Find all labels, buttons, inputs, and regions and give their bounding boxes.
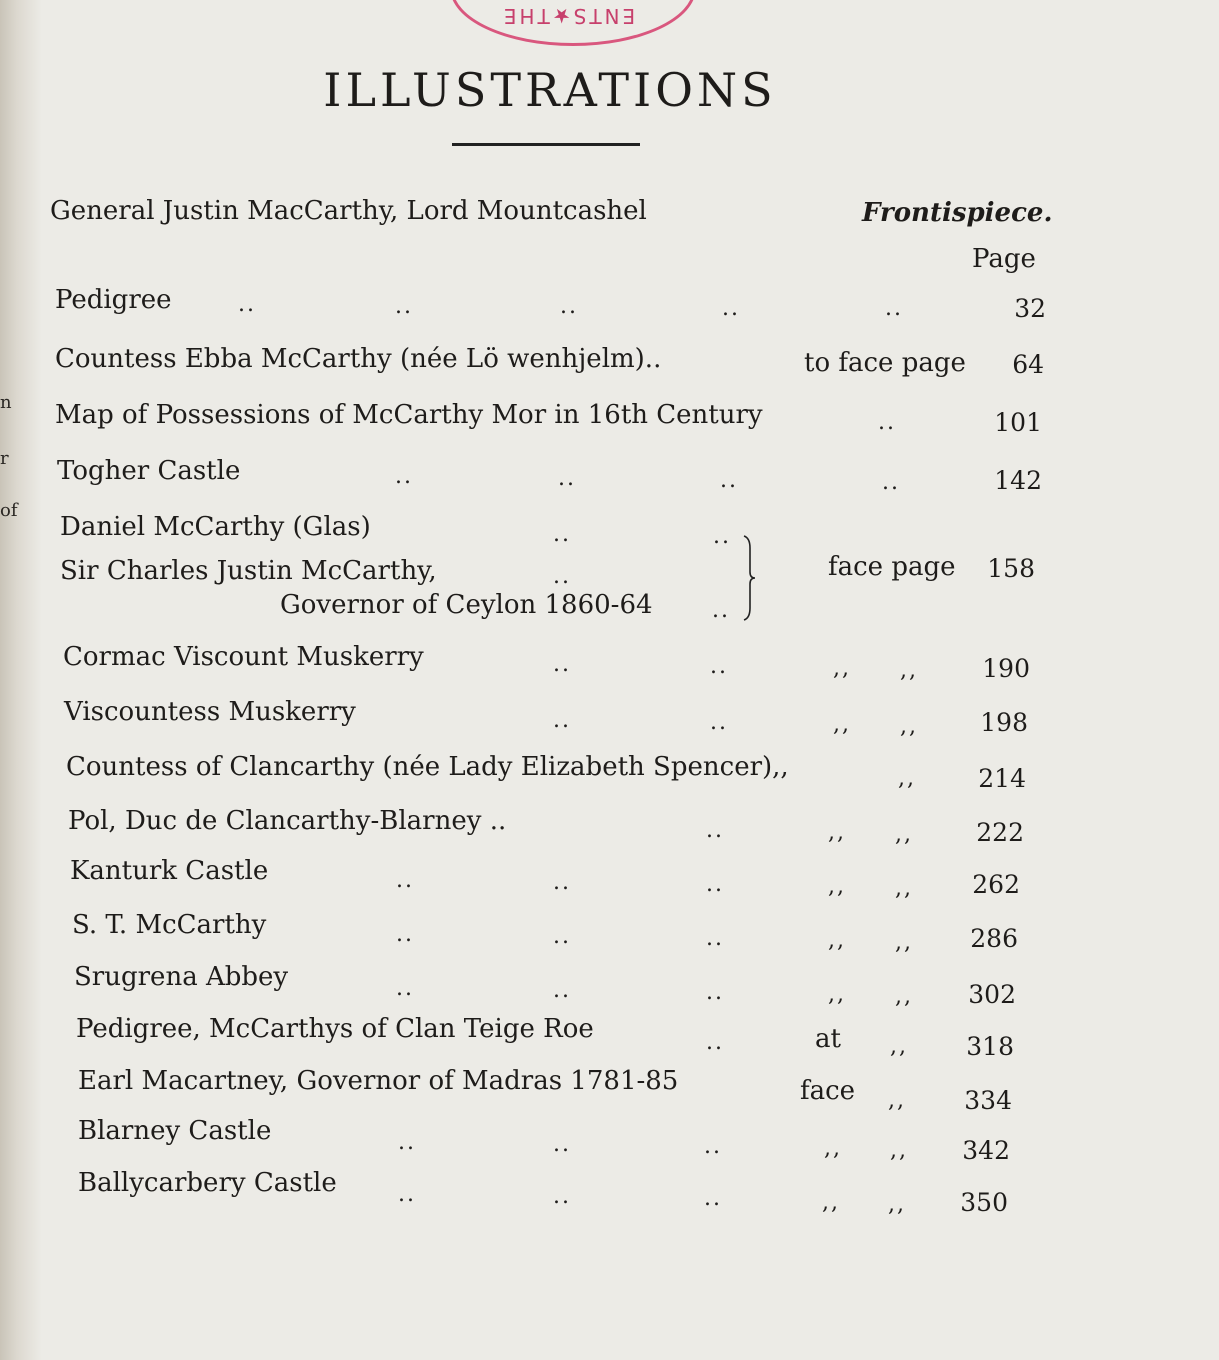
ditto-mark: ,, <box>890 1034 908 1059</box>
page-column-heading: Page <box>972 244 1036 274</box>
grouping-brace <box>742 534 756 622</box>
dot-leader: .. <box>710 654 728 679</box>
entry-note: face page <box>828 552 956 582</box>
ditto-mark: ,, <box>895 876 913 901</box>
entry-page: 214 <box>978 764 1026 793</box>
ditto-mark: ,, <box>895 822 913 847</box>
dot-leader: .. <box>560 294 578 319</box>
entry-label: Blarney Castle <box>78 1116 272 1146</box>
entry-page: 190 <box>982 654 1030 683</box>
dot-leader: .. <box>713 524 731 549</box>
entry-page: 318 <box>966 1032 1014 1061</box>
ditto-mark: ,, <box>822 1190 840 1215</box>
dot-leader: .. <box>398 1130 416 1155</box>
ditto-mark: ,, <box>828 928 846 953</box>
margin-fragment: of <box>0 500 18 521</box>
entry-label-continued: Governor of Ceylon 1860-64 <box>280 590 653 620</box>
entry-label: Sir Charles Justin McCarthy, <box>60 556 437 586</box>
dot-leader: .. <box>706 926 724 951</box>
ditto-mark: ,, <box>833 712 851 737</box>
dot-leader: .. <box>706 872 724 897</box>
dot-leader: .. <box>238 292 256 317</box>
entry-note: to face page <box>804 348 966 378</box>
margin-fragment: r <box>0 448 9 469</box>
frontispiece-label: General Justin MacCarthy, Lord Mountcashel <box>50 196 647 226</box>
entry-page: 262 <box>972 870 1020 899</box>
ditto-mark: ,, <box>824 1136 842 1161</box>
ditto-mark: ,, <box>828 982 846 1007</box>
ditto-mark: ,, <box>828 820 846 845</box>
entry-label: Srugrena Abbey <box>74 962 289 992</box>
entry-note: at <box>815 1024 841 1054</box>
ditto-mark: ,, <box>895 930 913 955</box>
dot-leader: .. <box>553 924 571 949</box>
entry-label: Earl Macartney, Governor of Madras 1781-85 <box>78 1066 679 1096</box>
dot-leader: .. <box>395 464 413 489</box>
title-rule <box>452 143 640 146</box>
dot-leader: .. <box>710 710 728 735</box>
dot-leader: .. <box>553 522 571 547</box>
entry-page: 198 <box>980 708 1028 737</box>
ditto-mark: ,, <box>890 1138 908 1163</box>
dot-leader: .. <box>396 868 414 893</box>
entry-label: Pedigree, McCarthys of Clan Teige Roe <box>76 1014 594 1044</box>
entry-page: 142 <box>994 466 1042 495</box>
entry-label: Countess of Clancarthy (née Lady Elizabeth Spencer),, <box>66 752 789 782</box>
dot-leader: .. <box>722 296 740 321</box>
dot-leader: .. <box>396 922 414 947</box>
dot-leader: .. <box>553 870 571 895</box>
ditto-mark: ,, <box>895 984 913 1009</box>
dot-leader: .. <box>553 652 571 677</box>
ditto-mark: ,, <box>900 658 918 683</box>
dot-leader: .. <box>398 1182 416 1207</box>
dot-leader: .. <box>706 1030 724 1055</box>
entry-label: Daniel McCarthy (Glas) <box>60 512 371 542</box>
ditto-mark: ,, <box>888 1192 906 1217</box>
entry-page: 342 <box>962 1136 1010 1165</box>
entry-page: 334 <box>964 1086 1012 1115</box>
dot-leader: .. <box>553 1184 571 1209</box>
dot-leader: .. <box>558 466 576 491</box>
dot-leader: .. <box>704 1134 722 1159</box>
entry-page: 222 <box>976 818 1024 847</box>
entry-note: face <box>800 1076 856 1106</box>
dot-leader: .. <box>882 470 900 495</box>
dot-leader: .. <box>878 410 896 435</box>
dot-leader: .. <box>553 978 571 1003</box>
entry-page: 64 <box>1012 350 1044 379</box>
entry-label: Map of Possessions of McCarthy Mor in 16th Century <box>55 400 763 430</box>
entry-page: 158 <box>987 554 1035 583</box>
ditto-mark: ,, <box>828 874 846 899</box>
dot-leader: .. <box>885 296 903 321</box>
entry-page: 302 <box>968 980 1016 1009</box>
entry-page: 286 <box>970 924 1018 953</box>
dot-leader: .. <box>395 294 413 319</box>
entry-page: 32 <box>1014 294 1046 323</box>
dot-leader: .. <box>396 976 414 1001</box>
dot-leader: .. <box>553 564 571 589</box>
dot-leader: .. <box>553 708 571 733</box>
ditto-mark: ,, <box>898 766 916 791</box>
dot-leader: .. <box>706 980 724 1005</box>
entry-label: S. T. McCarthy <box>72 910 267 940</box>
page-gutter <box>0 0 42 1360</box>
entry-label: Pedigree <box>55 285 172 315</box>
entry-label: Pol, Duc de Clancarthy-Blarney .. <box>68 806 507 836</box>
page-title: ILLUSTRATIONS <box>323 62 777 117</box>
entry-page: 101 <box>994 408 1042 437</box>
entry-label: Viscountess Muskerry <box>64 697 356 727</box>
entry-label: Togher Castle <box>57 456 241 486</box>
dot-leader: .. <box>720 468 738 493</box>
ditto-mark: ,, <box>833 656 851 681</box>
entry-label: Cormac Viscount Muskerry <box>63 642 424 672</box>
entry-label: Ballycarbery Castle <box>78 1168 337 1198</box>
dot-leader: .. <box>706 818 724 843</box>
entry-label: Countess Ebba McCarthy (née Lö wenhjelm).. <box>55 344 662 374</box>
entry-page: 350 <box>960 1188 1008 1217</box>
dot-leader: .. <box>704 1186 722 1211</box>
dot-leader: .. <box>553 1132 571 1157</box>
library-stamp-text: ENTS★THE <box>500 4 636 28</box>
frontispiece-position: Frontispiece. <box>862 198 1053 228</box>
ditto-mark: ,, <box>900 714 918 739</box>
entry-label: Kanturk Castle <box>70 856 269 886</box>
ditto-mark: ,, <box>888 1088 906 1113</box>
dot-leader: .. <box>712 598 730 623</box>
margin-fragment: n <box>0 392 12 413</box>
